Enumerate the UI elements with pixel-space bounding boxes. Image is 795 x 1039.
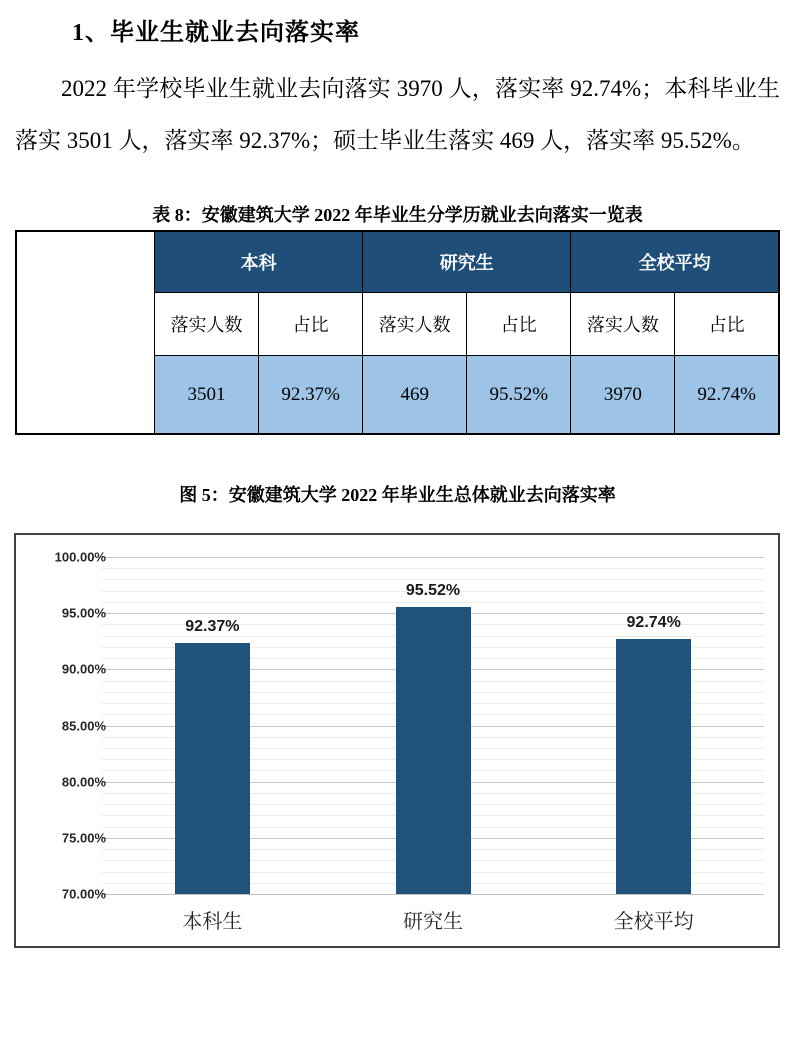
gridline-major: [102, 557, 764, 558]
value-quanxiao-ratio: 92.74%: [675, 356, 779, 435]
bar-本科生: [175, 643, 250, 894]
chart-plot-area: [102, 557, 764, 894]
subheader-ratio-2: 占比: [467, 293, 571, 356]
y-axis-tick-label: 80.00%: [61, 774, 106, 790]
table-group-header-row: [16, 231, 779, 293]
bar-研究生: [396, 607, 471, 894]
x-axis-category-label: 本科生: [182, 911, 243, 933]
value-yanjiusheng-count: 469: [363, 356, 467, 435]
y-axis-tick-label: 100.00%: [54, 549, 106, 565]
y-axis-tick-label: 75.00%: [61, 830, 106, 846]
gridline-minor: [102, 568, 764, 569]
y-axis-tick-label: 90.00%: [61, 661, 106, 677]
body-paragraph: 2022 年学校毕业生就业去向落实 3970 人，落实率 92.74%；本科毕业生落实 3501 人，落实率 92.37%；硕士毕业生落实 469 人，落实率 95.52%。: [15, 76, 780, 153]
bar-value-label: 92.74%: [626, 613, 681, 631]
subheader-ratio-3: 占比: [675, 293, 779, 356]
subheader-count-3: 落实人数: [571, 293, 675, 356]
value-benke-count: 3501: [155, 356, 259, 435]
table-caption: 表 8：安徽建筑大学 2022 年毕业生分学历就业去向落实一览表: [152, 205, 643, 225]
subheader-count-2: 落实人数: [363, 293, 467, 356]
row-header-line2: 落实率: [58, 337, 113, 358]
y-axis-tick-label: 85.00%: [61, 718, 106, 733]
y-axis-tick-label: 70.00%: [61, 886, 106, 902]
group-header-benke: 本科: [155, 231, 363, 293]
figure-caption: 图 5：安徽建筑大学 2022 年毕业生总体就业去向落实率: [179, 485, 616, 505]
employment-table: [15, 230, 780, 435]
section-heading: 1、毕业生就业去向落实率: [72, 20, 360, 46]
bar-value-label: 95.52%: [405, 582, 461, 600]
group-header-quanxiao: 全校平均: [571, 231, 779, 293]
value-benke-ratio: 92.37%: [259, 356, 363, 435]
subheader-count-1: 落实人数: [155, 293, 259, 356]
value-yanjiusheng-ratio: 95.52%: [467, 356, 571, 435]
gridline-minor: [102, 579, 764, 580]
y-axis-tick-label: 95.00%: [61, 605, 106, 621]
bar-chart: [14, 533, 780, 948]
x-axis-category-label: 全校平均: [613, 911, 694, 933]
gridline-minor: [102, 602, 764, 603]
row-header-line1: 毕业去向: [49, 306, 122, 327]
bar-value-label: 92.37%: [185, 617, 240, 635]
x-axis-category-label: 研究生: [403, 911, 463, 933]
subheader-ratio-1: 占比: [259, 293, 363, 356]
bar-全校平均: [616, 639, 691, 894]
group-header-yanjiusheng: 研究生: [363, 231, 571, 293]
table-row-header: [16, 231, 155, 434]
value-quanxiao-count: 3970: [571, 356, 675, 435]
gridline-major: [102, 894, 764, 895]
